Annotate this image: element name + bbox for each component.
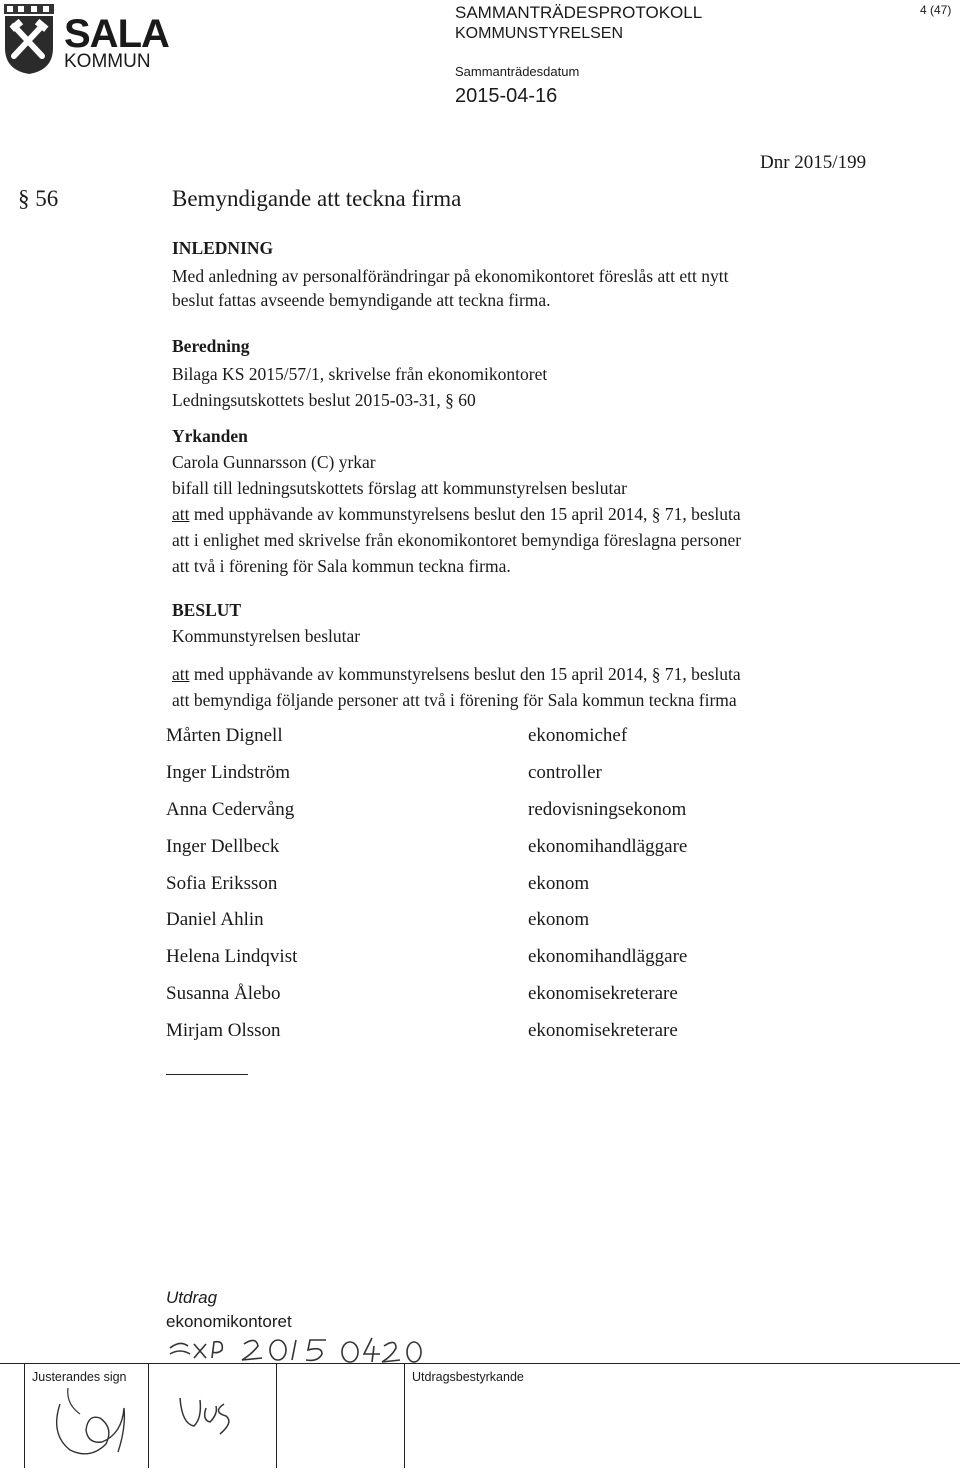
motions-line: att två i förening för Sala kommun teckna firma. — [172, 556, 511, 576]
footer-border — [0, 1363, 960, 1364]
person-role: controller — [528, 762, 602, 783]
footer-divider — [404, 1363, 405, 1468]
intro-line: Med anledning av personalförändringar på ekonomikontoret föreslås att ett nytt — [172, 266, 729, 286]
person-role: ekonomisekreterare — [528, 983, 678, 1004]
end-divider — [166, 1074, 248, 1075]
extract-certification-label: Utdragsbestyrkande — [412, 1370, 524, 1384]
municipal-crest-icon — [4, 4, 54, 74]
decision-line: att bemyndiga följande personer att två i förening för Sala kommun teckna firma — [172, 690, 737, 710]
person-role: redovisningsekonom — [528, 799, 687, 820]
person-name: Anna Cedervång — [166, 799, 295, 820]
meeting-date: 2015-04-16 — [455, 85, 558, 107]
footer-divider — [24, 1363, 25, 1468]
person-name: Daniel Ahlin — [166, 909, 264, 930]
handwritten-initials — [172, 1390, 242, 1440]
preparation-heading: Beredning — [172, 336, 250, 356]
motions-att-line — [172, 502, 741, 526]
person-name: Mirjam Olsson — [166, 1020, 281, 1041]
person-role: ekonom — [528, 909, 590, 930]
page-number: 4 (47) — [920, 3, 952, 17]
person-name: Inger Lindström — [166, 762, 291, 783]
att-keyword: att — [172, 504, 190, 524]
committee-name: KOMMUNSTYRELSEN — [455, 25, 624, 42]
decision-att-line — [172, 662, 741, 686]
document-type: SAMMANTRÄDESPROTOKOLL — [455, 3, 703, 22]
person-name: Inger Dellbeck — [166, 836, 280, 857]
footer-divider — [276, 1363, 277, 1468]
intro-heading: INLEDNING — [172, 238, 274, 258]
logo-wordmark: SALA — [64, 12, 169, 56]
diary-number: Dnr 2015/199 — [760, 152, 867, 173]
handwritten-signature — [40, 1384, 140, 1466]
extract-label: Utdrag — [166, 1288, 218, 1307]
person-name: Mårten Dignell — [166, 725, 283, 746]
preparation-line: Bilaga KS 2015/57/1, skrivelse från ekonomikontoret — [172, 364, 548, 384]
person-role: ekonomihandläggare — [528, 836, 688, 857]
motions-att-text: med upphävande av kommunstyrelsens beslut den 15 april 2014, § 71, besluta — [189, 504, 741, 524]
intro-line: beslut fattas avseende bemyndigande att teckna firma. — [172, 290, 551, 310]
person-name: Helena Lindqvist — [166, 946, 298, 967]
person-name: Susanna Ålebo — [166, 983, 281, 1004]
meeting-date-label: Sammanträdesdatum — [455, 64, 580, 79]
person-role: ekonomisekreterare — [528, 1020, 678, 1041]
logo-subtitle: KOMMUN — [64, 51, 151, 72]
att-keyword: att — [172, 664, 190, 684]
person-role: ekonomichef — [528, 725, 628, 746]
motions-line: att i enlighet med skrivelse från ekonomikontoret bemyndiga föreslagna personer — [172, 530, 742, 550]
motions-line: Carola Gunnarsson (C) yrkar — [172, 452, 376, 472]
decision-att-text: med upphävande av kommunstyrelsens beslut den 15 april 2014, § 71, besluta — [189, 664, 741, 684]
section-title: Bemyndigande att teckna firma — [172, 186, 462, 211]
motions-heading: Yrkanden — [172, 426, 248, 446]
footer-divider — [148, 1363, 149, 1468]
decision-heading: BESLUT — [172, 600, 242, 620]
person-role: ekonomihandläggare — [528, 946, 688, 967]
extract-recipient: ekonomikontoret — [166, 1312, 292, 1331]
preparation-line: Ledningsutskottets beslut 2015-03-31, § 60 — [172, 390, 476, 410]
person-name: Sofia Eriksson — [166, 873, 278, 894]
person-role: ekonom — [528, 873, 590, 894]
motions-line: bifall till ledningsutskottets förslag att kommunstyrelsen beslutar — [172, 478, 627, 498]
decision-intro: Kommunstyrelsen beslutar — [172, 626, 361, 646]
section-number: § 56 — [18, 186, 59, 211]
adjuster-signature-label: Justerandes sign — [32, 1370, 127, 1384]
